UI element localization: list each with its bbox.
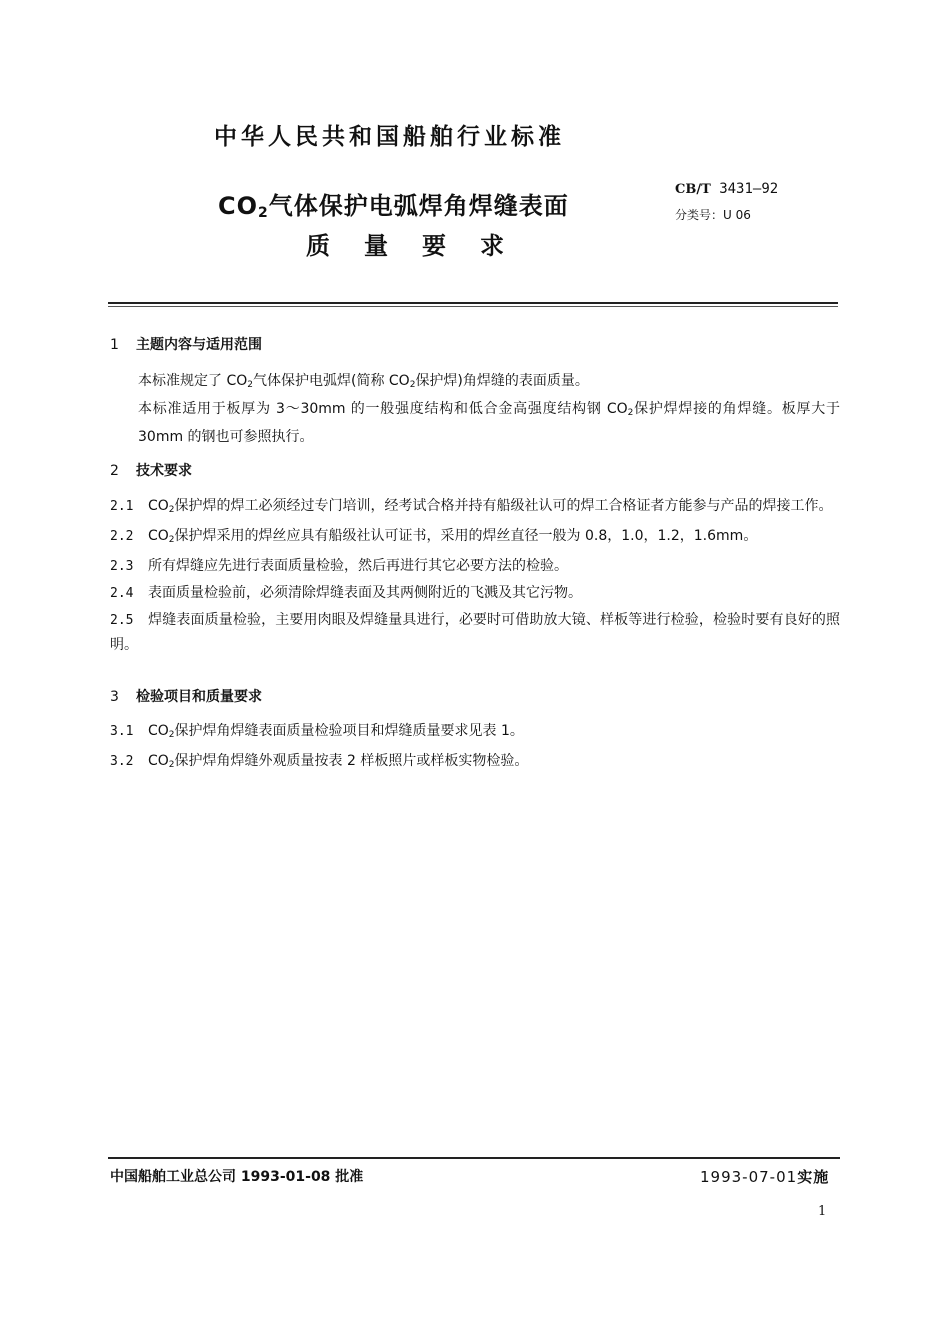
- standard-code-prefix: CB/T: [675, 182, 711, 197]
- section-3-body: [110, 719, 840, 777]
- text-run: 保护焊焊接的角焊缝。板厚大于 30mm 的钢也可参照执行。: [138, 401, 840, 445]
- text-run: 保护焊角焊缝外观质量按表 2 样板照片或样板实物检验。: [174, 753, 529, 769]
- subscript: 2: [247, 380, 253, 390]
- text-run: 保护焊的焊工必须经过专门培训，经考试合格并持有船级社认可的焊工合格证者方能参与产品的焊接工作。: [174, 498, 833, 514]
- text-run: 保护焊角焊缝表面质量检验项目和焊缝质量要求见表 1。: [174, 723, 524, 739]
- implementation-date: 1993-07-01: [700, 1168, 798, 1186]
- text-run: 本标准规定了 CO: [138, 373, 248, 389]
- text-run: CO: [148, 528, 169, 544]
- subscript: 2: [168, 730, 175, 740]
- clause-number: 3.2: [110, 754, 134, 769]
- text-run: CO: [148, 723, 169, 739]
- section-2-heading: [110, 460, 192, 480]
- approval-info: 中国船舶工业总公司 1993-01-08 批准: [110, 1169, 364, 1185]
- title-subscript: 2: [258, 205, 269, 221]
- header-divider: [108, 302, 838, 304]
- section-2-body: [110, 494, 840, 657]
- text-run: 焊缝表面质量检验，主要用肉眼及焊缝量具进行，必要时可借助放大镜、样板等进行检验，检验时要有良好的照明。: [110, 612, 840, 653]
- text-run: 气体保护电弧焊(简称 CO: [252, 373, 410, 389]
- clause-2-1: [110, 494, 840, 522]
- subscript: 2: [409, 380, 416, 390]
- document-title-line2: 质量要求: [306, 232, 538, 260]
- classification-number: 分类号：U 06: [675, 208, 751, 222]
- clause-3-1: [110, 719, 840, 747]
- section-title: 主题内容与适用范围: [136, 337, 262, 353]
- subscript: 2: [168, 535, 175, 545]
- document-title-line1: [218, 186, 569, 221]
- paragraph: [110, 397, 840, 449]
- text-run: CO: [148, 498, 169, 514]
- clause-number: 2.2: [110, 529, 134, 544]
- text-run: 表面质量检验前，必须清除焊缝表面及其两侧附近的飞溅及其它污物。: [148, 585, 582, 601]
- section-1-body: [110, 369, 840, 449]
- title-prefix: CO: [218, 192, 259, 220]
- text-run: CO: [148, 753, 169, 769]
- page-number: 1: [818, 1204, 827, 1219]
- subscript: 2: [627, 408, 634, 418]
- clause-number: 2.5: [110, 613, 134, 628]
- implementation-info: [700, 1166, 829, 1187]
- clause-2-5: [110, 608, 840, 657]
- clause-number: 3.1: [110, 724, 134, 739]
- standard-code-number: 3431—92: [719, 181, 779, 197]
- subscript: 2: [168, 505, 175, 515]
- clause-number: 2.4: [110, 586, 134, 601]
- text-run: 所有焊缝应先进行表面质量检验，然后再进行其它必要方法的检验。: [148, 558, 568, 574]
- section-title: 检验项目和质量要求: [136, 689, 262, 705]
- header-divider-thin: [108, 306, 838, 307]
- text-run: 保护焊)角焊缝的表面质量。: [415, 373, 589, 389]
- footer-divider: [108, 1157, 840, 1159]
- section-title: 技术要求: [136, 463, 192, 479]
- clause-2-4: [110, 581, 840, 606]
- title-rest: 气体保护电弧焊角焊缝表面: [268, 192, 569, 220]
- section-3-heading: [110, 686, 262, 706]
- section-number: 3: [110, 689, 119, 705]
- clause-number: 2.1: [110, 499, 134, 514]
- clause-3-2: [110, 749, 840, 777]
- clause-2-2: [110, 524, 840, 552]
- subscript: 2: [168, 760, 175, 770]
- standard-code: [675, 181, 778, 197]
- text-run: 本标准适用于板厚为 3～30mm 的一般强度结构和低合金高强度结构钢 CO: [138, 401, 628, 417]
- paragraph: [110, 369, 840, 397]
- implementation-label: 实施: [797, 1168, 830, 1186]
- clause-number: 2.3: [110, 559, 134, 574]
- section-number: 1: [110, 337, 119, 353]
- section-number: 2: [110, 463, 119, 479]
- text-run: 保护焊采用的焊丝应具有船级社认可证书，采用的焊丝直径一般为 0.8，1.0，1.2，1.6mm。: [174, 528, 758, 544]
- standard-organization-title: 中华人民共和国船舶行业标准: [214, 124, 565, 150]
- clause-2-3: [110, 554, 840, 579]
- section-1-heading: [110, 334, 262, 354]
